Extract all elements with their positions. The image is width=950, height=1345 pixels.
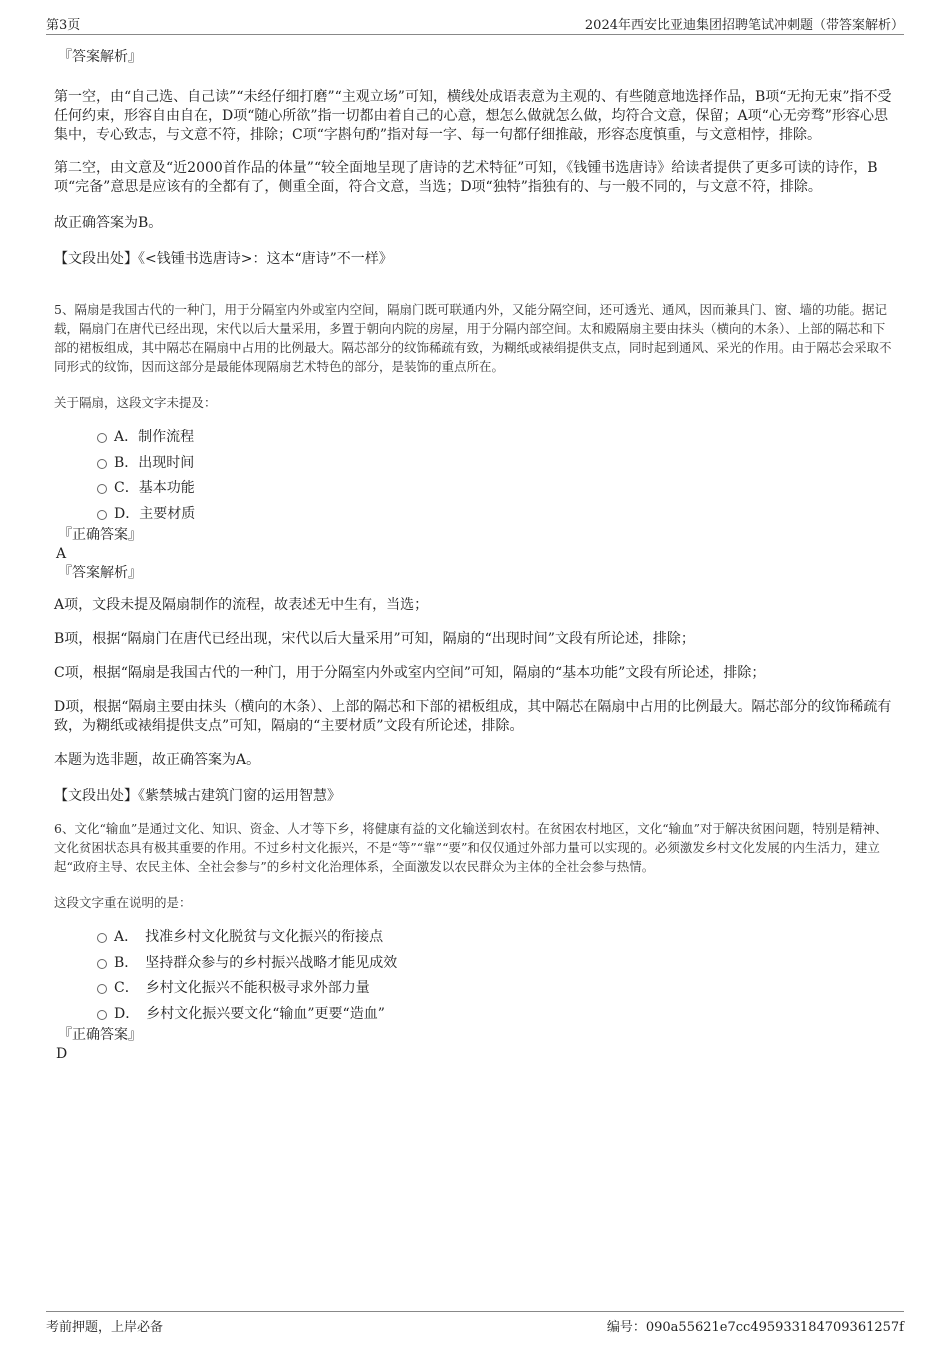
q6-option-b[interactable]: B． 坚持群众参与的乡村振兴战略才能见成效 — [54, 953, 896, 979]
q5-analysis-a: A项，文段未提及隔扇制作的流程，故表述无中生有，当选； — [54, 597, 429, 613]
radio-button[interactable] — [97, 459, 107, 469]
page-header — [46, 12, 904, 35]
q6-option-a[interactable]: A． 找准乡村文化脱贫与文化振兴的衔接点 — [54, 927, 896, 953]
q4-analysis-label: 『答案解析』 — [58, 49, 142, 65]
document-id: 编号：090a55621e7cc495933184709361257f — [606, 1320, 904, 1335]
q5-source: 【文段出处】《紫禁城古建筑门窗的运用智慧》 — [54, 788, 341, 804]
page-footer — [46, 1311, 904, 1336]
q6-stem: 这段文字重在说明的是： — [54, 895, 192, 910]
radio-button[interactable] — [97, 484, 107, 494]
page-number: 第3页 — [46, 18, 81, 33]
q6-passage: 6、文化“输血”是通过文化、知识、资金、人才等下乡，将健康有益的文化输送到农村。在贫困农村地区，文化“输血”对于解决贫困问题，特别是精神、文化贫困状态具有极其重要的作用。不过乡村文化振兴，不是“等”“靠”“要”和仅仅通过外部力量可以实现的。必须激发乡村文化发展的内生活力，建立起“政府主导、农民主体、全社会参与”的乡村文化治理体系，全面激发以农民群众为主体的全社会参与热情。 — [54, 821, 888, 874]
page-content — [54, 40, 896, 1064]
q5-options — [54, 427, 896, 529]
q5-stem: 关于隔扇，这段文字未提及： — [54, 395, 217, 410]
q5-analysis-d: D项，根据“隔扇主要由抹头（横向的木条）、上部的隔芯和下部的裙板组成，其中隔芯在隔扇中占用的比例最大。隔芯部分的纹饰稀疏有致，为糊纸或裱绢提供支点”可知，隔扇的“主要材质”文段有所论述，排除。 — [54, 699, 892, 734]
radio-button[interactable] — [97, 933, 107, 943]
q5-analysis-label: 『答案解析』 — [58, 565, 142, 581]
q5-option-c[interactable]: C．基本功能 — [54, 478, 896, 504]
radio-button[interactable] — [97, 984, 107, 994]
q6-options — [54, 927, 896, 1029]
q5-answer: A — [56, 546, 67, 562]
q4-source: 【文段出处】《<钱锺书选唐诗>：这本“唐诗”不一样》 — [54, 251, 393, 267]
radio-button[interactable] — [97, 433, 107, 443]
q5-answer-label: 『正确答案』 — [58, 527, 142, 543]
q6-option-c[interactable]: C． 乡村文化振兴不能积极寻求外部力量 — [54, 978, 896, 1004]
radio-button[interactable] — [97, 1010, 107, 1020]
q5-option-b[interactable]: B．出现时间 — [54, 453, 896, 479]
q4-conclusion: 故正确答案为B。 — [54, 215, 163, 231]
q4-analysis-para2: 第二空，由文意及“近2000首作品的体量”“较全面地呈现了唐诗的艺术特征”可知，《钱锺书选唐诗》给读者提供了更多可读的诗作，B项“完备”意思是应该有的全都有了，侧重全面，符合文意，当选；D项“独特”指独有的、与一般不同的，与文意不符，排除。 — [54, 160, 878, 195]
q5-analysis-b: B项，根据“隔扇门在唐代已经出现，宋代以后大量采用”可知，隔扇的“出现时间”文段有所论述，排除； — [54, 631, 695, 647]
q5-passage: 5、隔扇是我国古代的一种门，用于分隔室内外或室内空间，隔扇门既可联通内外，又能分隔空间，还可透光、通风，因而兼具门、窗、墙的功能。据记载，隔扇门在唐代已经出现，宋代以后大量采用，多置于朝向内院的房屋，用于分隔内部空间。太和殿隔扇主要由抹头（横向的木条）、上部的隔芯和下部的裙板组成，其中隔芯在隔扇中占用的比例最大。隔芯部分的纹饰稀疏有致，为糊纸或裱绢提供支点，同时起到通风、采光的作用。由于隔芯会采取不同形式的纹饰，因而这部分是最能体现隔扇艺术特色的部分，是装饰的重点所在。 — [54, 302, 892, 374]
q5-option-d[interactable]: D．主要材质 — [54, 504, 896, 530]
document-title: 2024年西安比亚迪集团招聘笔试冲刺题（带答案解析） — [584, 18, 904, 33]
q6-option-d[interactable]: D． 乡村文化振兴要文化“输血”更要“造血” — [54, 1004, 896, 1030]
footer-slogan: 考前押题，上岸必备 — [46, 1320, 164, 1335]
q5-analysis-c: C项，根据“隔扇是我国古代的一种门，用于分隔室内外或室内空间”可知，隔扇的“基本功能”文段有所论述，排除； — [54, 665, 766, 681]
q4-analysis-para1: 第一空，由“自己选、自己读”“未经仔细打磨”“主观立场”可知，横线处成语表意为主观的、有些随意地选择作品，B项“无拘无束”指不受任何约束，形容自由自在，D项“随心所欲”指一切都由着自己的心意，想怎么做就怎么做，均符合文意，保留；A项“心无旁骛”形容心思集中，专心致志，与文意不符，排除；C项“字斟句酌”指对每一字、每一句都仔细推敲，形容态度慎重，与文意相悖，排除。 — [54, 89, 892, 143]
q5-conclusion: 本题为选非题，故正确答案为A。 — [54, 752, 261, 768]
radio-button[interactable] — [97, 959, 107, 969]
radio-button[interactable] — [97, 510, 107, 520]
q6-answer: D — [56, 1046, 68, 1062]
q6-answer-label: 『正确答案』 — [58, 1027, 142, 1043]
q5-option-a[interactable]: A．制作流程 — [54, 427, 896, 453]
